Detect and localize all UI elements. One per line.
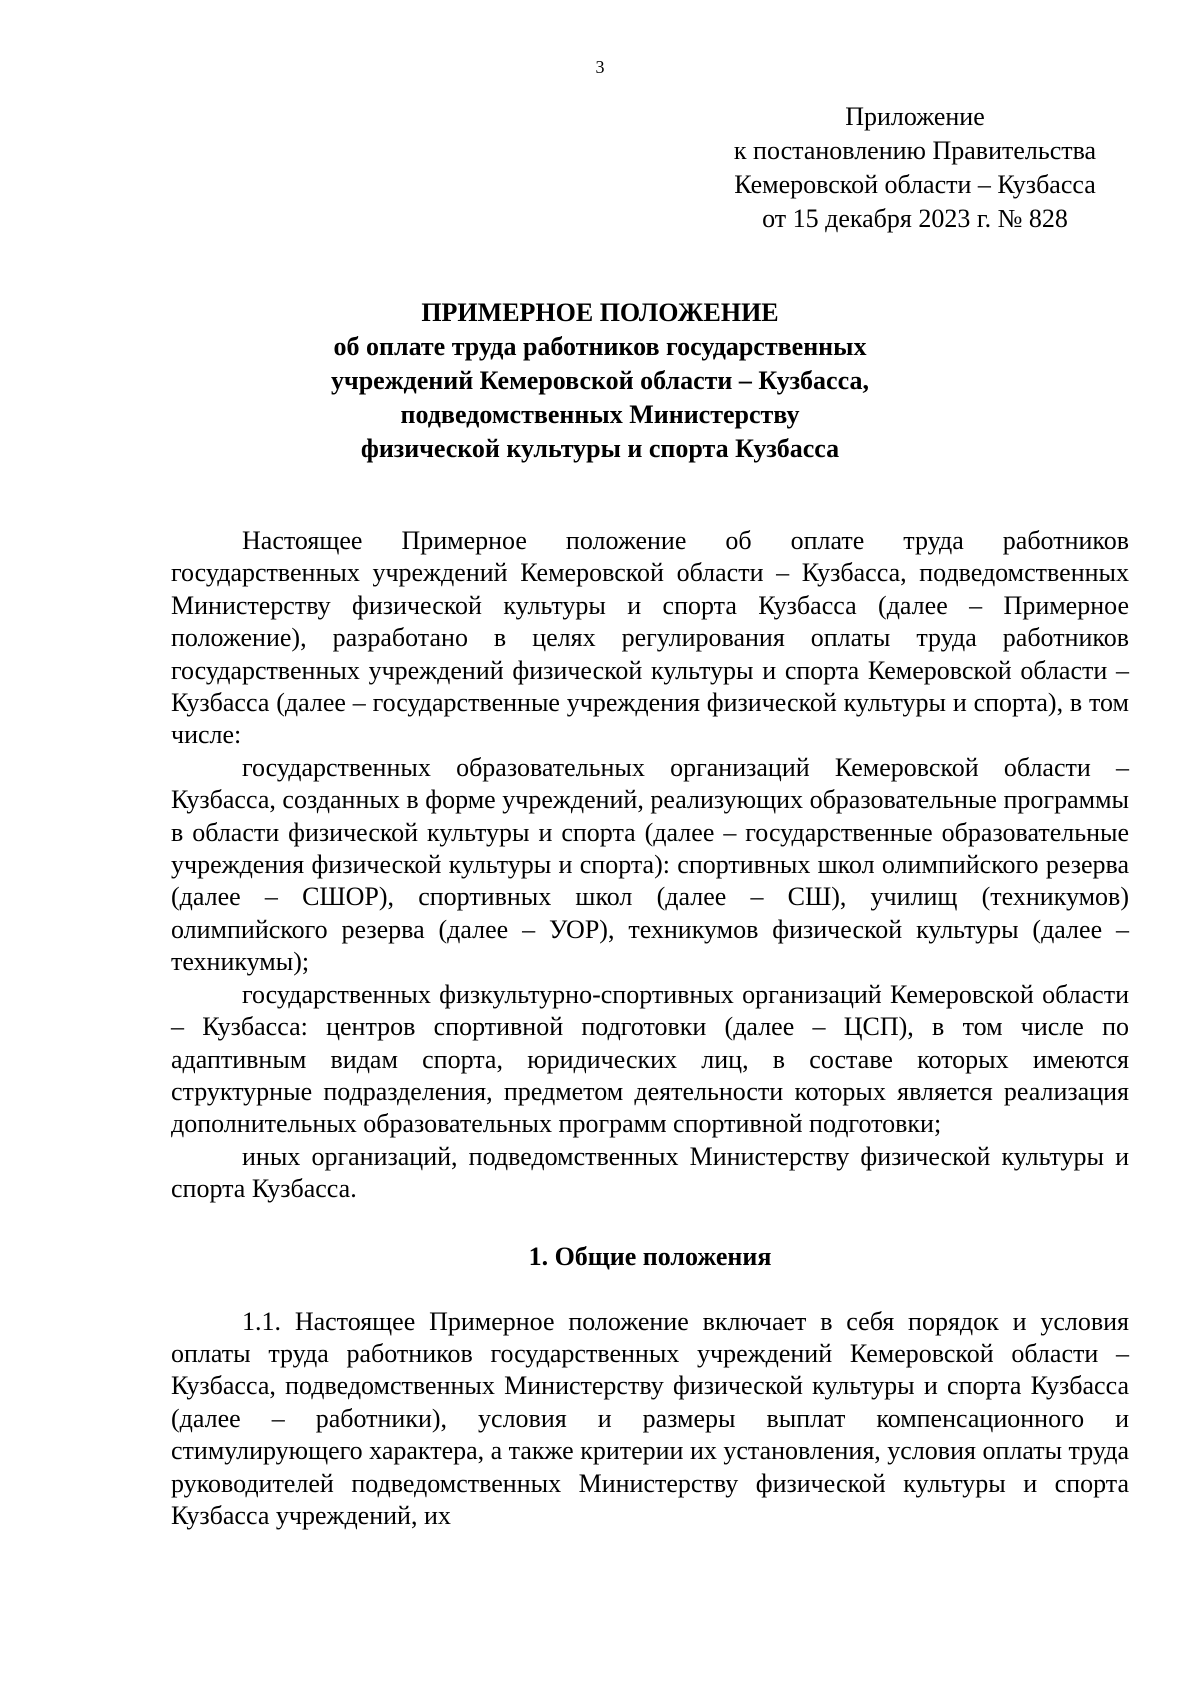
approval-line: Кемеровской области – Кузбасса — [734, 170, 1096, 199]
document-body — [171, 525, 1129, 1532]
approval-line: Приложение — [845, 102, 985, 131]
intro-paragraph: Настоящее Примерное положение об оплате труда работников государственных учреждений Кемеровской области – Кузбасса, подведомственных Министерству физической культуры и спорта Кузбасса (далее – Примерное положение), разработано в целях регулирования оплаты труда работников государственных учреждений физической культуры и спорта Кемеровской области – Кузбасса (далее – государственные учреждения физической культуры и спорта), в том числе: — [171, 526, 1129, 750]
title-line: физической культуры и спорта Кузбасса — [360, 434, 840, 463]
title-line: учреждений Кемеровской области – Кузбасса, — [331, 366, 869, 395]
page-number: 3 — [595, 57, 605, 77]
intro-paragraph: государственных образовательных организаций Кемеровской области – Кузбасса, созданных в форме учреждений, реализующих образовательные программы в области физической культуры и спорта (далее – государственные образовательные учреждения физической культуры и спорта): спортивных школ олимпийского резерва (далее – СШОР), спортивных школ (далее – СШ), училищ (техникумов) олимпийского резерва (далее – УОР), техникумов физической культуры (далее – техникумы); — [171, 752, 1129, 977]
approval-block — [700, 100, 1130, 236]
section-paragraph: 1.1. Настоящее Примерное положение включает в себя порядок и условия оплаты труда работников государственных учреждений Кемеровской области – Кузбасса, подведомственных Министерству физической культуры и спорта Кузбасса (далее – работники), условия и размеры выплат компенсационного и стимулирующего характера, а также критерии их установления, условия оплаты труда руководителей подведомственных Министерству физической культуры и спорта Кузбасса учреждений, их — [171, 1306, 1130, 1530]
title-line: ПРИМЕРНОЕ ПОЛОЖЕНИЕ — [421, 298, 779, 327]
document-title — [100, 296, 1100, 466]
title-line: об оплате труда работников государственных — [333, 332, 867, 361]
section-heading: 1. Общие положения — [528, 1241, 772, 1271]
approval-line: к постановлению Правительства — [733, 136, 1097, 165]
intro-paragraph: государственных физкультурно-спортивных организаций Кемеровской области – Кузбасса: центров спортивной подготовки (далее – ЦСП), в том числе по адаптивным видам спорта, юридических лиц, в составе которых имеются структурные подразделения, предметом деятельности которых является реализация дополнительных образовательных программ спортивной подготовки; — [171, 979, 1129, 1139]
intro-paragraph: иных организаций, подведомственных Министерству физической культуры и спорта Кузбасса. — [171, 1141, 1129, 1204]
approval-line: от 15 декабря 2023 г. № 828 — [762, 204, 1068, 233]
title-line: подведомственных Министерству — [400, 400, 800, 429]
